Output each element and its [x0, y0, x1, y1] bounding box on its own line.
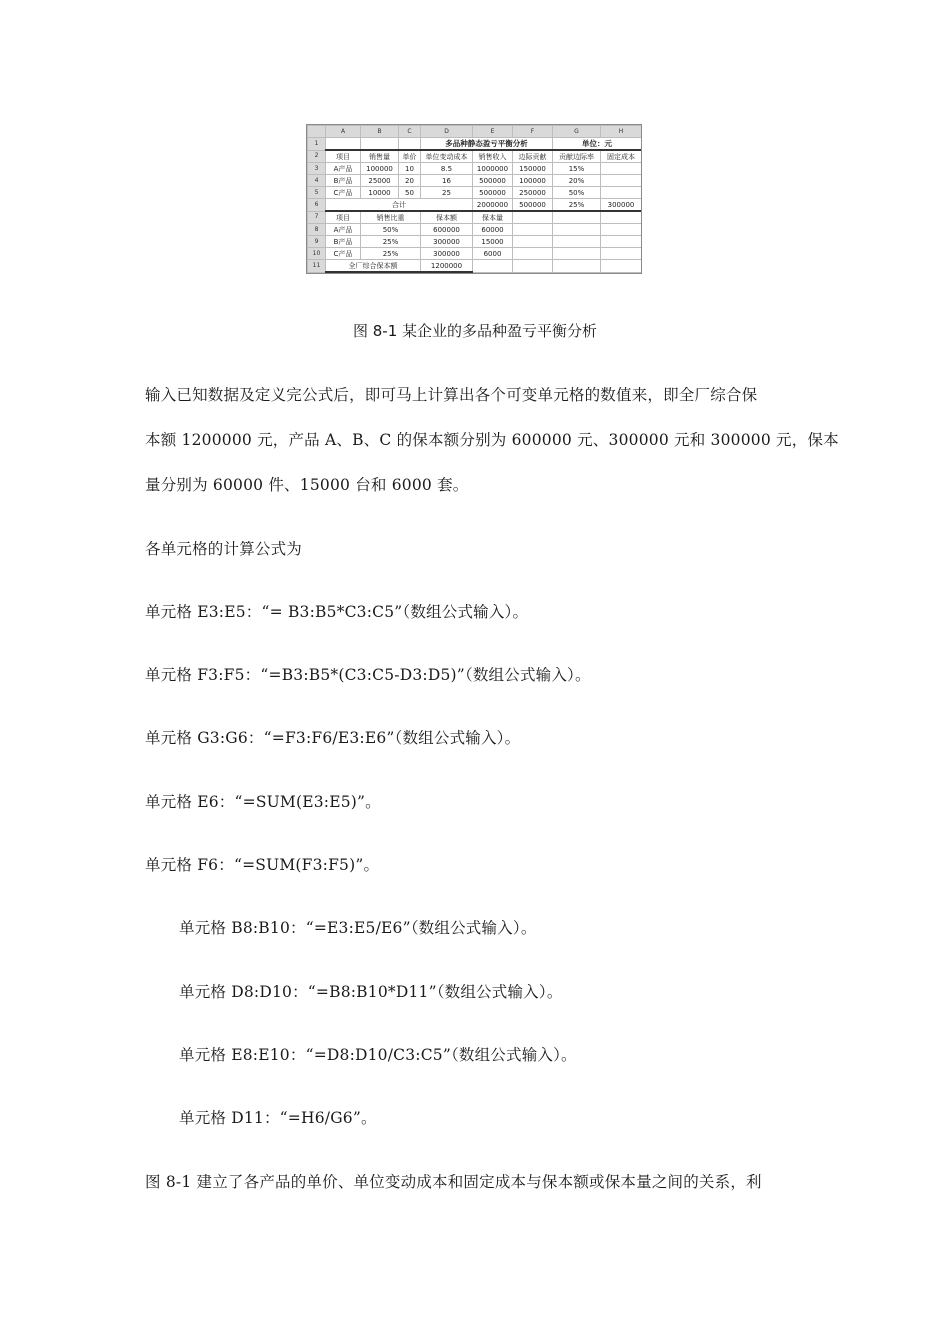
cell — [361, 138, 399, 151]
header-cell: 项目 — [326, 211, 361, 224]
header-cell: 保本量 — [473, 211, 513, 224]
cell — [601, 248, 642, 260]
final-label: 全厂综合保本额 — [326, 260, 421, 273]
sheet-row — [308, 138, 642, 151]
row-header: 7 — [308, 211, 326, 224]
cell: A产品 — [326, 163, 361, 175]
sheet-row — [308, 224, 642, 236]
cell: 10 — [399, 163, 421, 175]
header-cell: 单价 — [399, 150, 421, 163]
cell: 500000 — [473, 175, 513, 187]
cell — [601, 175, 642, 187]
cell: 6000 — [473, 248, 513, 260]
row-header: 1 — [308, 138, 326, 151]
sheet-row — [308, 187, 642, 199]
cell — [601, 163, 642, 175]
sheet-row — [308, 150, 642, 163]
formula-line: 单元格 D8:D10：“=B8:B10*D11”（数组公式输入）。 — [179, 983, 563, 1001]
corner-cell — [308, 126, 326, 138]
row-header: 3 — [308, 163, 326, 175]
cell — [326, 138, 361, 151]
cell: B产品 — [326, 175, 361, 187]
cell: C产品 — [326, 248, 361, 260]
paragraph-line: 量分别为 60000 件、15000 台和 6000 套。 — [145, 476, 469, 494]
header-cell: 保本额 — [421, 211, 473, 224]
column-header: E — [473, 126, 513, 138]
cell — [601, 260, 642, 273]
cell: 60000 — [473, 224, 513, 236]
row-header: 2 — [308, 150, 326, 163]
cell: 25 — [421, 187, 473, 199]
cell: 150000 — [513, 163, 553, 175]
sheet-title: 多品种静态盈亏平衡分析 — [421, 138, 553, 151]
column-header: G — [553, 126, 601, 138]
cell: 50% — [553, 187, 601, 199]
cell — [553, 248, 601, 260]
cell — [513, 260, 553, 273]
cell — [513, 248, 553, 260]
cell: 25% — [361, 236, 421, 248]
cell — [513, 224, 553, 236]
cell — [553, 236, 601, 248]
sheet-row — [308, 199, 642, 212]
header-cell: 边际贡献 — [513, 150, 553, 163]
cell: 25000 — [361, 175, 399, 187]
column-header: B — [361, 126, 399, 138]
cell: 50% — [361, 224, 421, 236]
cell: 50 — [399, 187, 421, 199]
cell — [553, 224, 601, 236]
formula-line: 单元格 G3:G6：“=F3:F6/E3:E6”（数组公式输入）。 — [145, 729, 521, 747]
paragraph-line: 各单元格的计算公式为 — [145, 540, 303, 558]
column-header: C — [399, 126, 421, 138]
cell: 500000 — [513, 199, 553, 212]
header-cell: 固定成本 — [601, 150, 642, 163]
row-header: 9 — [308, 236, 326, 248]
cell — [513, 211, 553, 224]
cell — [601, 236, 642, 248]
sheet-unit: 单位：元 — [553, 138, 642, 151]
formula-line: 单元格 F6：“=SUM(F3:F5)”。 — [145, 856, 380, 874]
cell: 300000 — [421, 248, 473, 260]
spreadsheet-image — [306, 124, 642, 274]
sheet-row — [308, 248, 642, 260]
cell — [553, 211, 601, 224]
formula-line: 单元格 F3:F5：“=B3:B5*(C3:C5-D3:D5)”（数组公式输入）。 — [145, 666, 591, 684]
cell: 600000 — [421, 224, 473, 236]
cell — [553, 260, 601, 273]
cell: 1200000 — [421, 260, 473, 273]
sheet-row — [308, 260, 642, 273]
header-cell: 销售量 — [361, 150, 399, 163]
cell: 100000 — [361, 163, 399, 175]
formula-line: 单元格 B8:B10：“=E3:E5/E6”（数组公式输入）。 — [179, 919, 537, 937]
header-cell: 销售比重 — [361, 211, 421, 224]
cell: 300000 — [601, 199, 642, 212]
cell: 25% — [361, 248, 421, 260]
formula-line: 单元格 D11：“=H6/G6”。 — [179, 1109, 377, 1127]
header-cell: 销售收入 — [473, 150, 513, 163]
cell: 15000 — [473, 236, 513, 248]
sheet-row — [308, 175, 642, 187]
row-header: 4 — [308, 175, 326, 187]
column-header-row — [308, 126, 642, 138]
row-header: 5 — [308, 187, 326, 199]
header-cell: 项目 — [326, 150, 361, 163]
cell: 100000 — [513, 175, 553, 187]
cell: 20% — [553, 175, 601, 187]
cell: 8.5 — [421, 163, 473, 175]
row-header: 10 — [308, 248, 326, 260]
row-header: 11 — [308, 260, 326, 273]
cell: 1000000 — [473, 163, 513, 175]
paragraph-line: 本额 1200000 元，产品 A、B、C 的保本额分别为 600000 元、300000 元和 300000 元，保本 — [145, 431, 839, 449]
cell: 2000000 — [473, 199, 513, 212]
cell: 10000 — [361, 187, 399, 199]
cell: 25% — [553, 199, 601, 212]
cell: 15% — [553, 163, 601, 175]
cell: B产品 — [326, 236, 361, 248]
sheet-row — [308, 236, 642, 248]
sheet-row — [308, 211, 642, 224]
cell — [473, 260, 513, 273]
cell: 16 — [421, 175, 473, 187]
cell — [513, 236, 553, 248]
row-header: 8 — [308, 224, 326, 236]
sheet-row — [308, 163, 642, 175]
column-header: F — [513, 126, 553, 138]
paragraph-line: 图 8-1 建立了各产品的单价、单位变动成本和固定成本与保本额或保本量之间的关系，利 — [145, 1173, 762, 1191]
cell: 500000 — [473, 187, 513, 199]
cell: A产品 — [326, 224, 361, 236]
figure-caption: 图 8-1 某企业的多品种盈亏平衡分析 — [352, 322, 598, 340]
paragraph-line: 输入已知数据及定义完公式后，即可马上计算出各个可变单元格的数值来，即全厂综合保 — [145, 386, 758, 404]
cell: 300000 — [421, 236, 473, 248]
header-cell: 单位变动成本 — [421, 150, 473, 163]
formula-line: 单元格 E8:E10：“=D8:D10/C3:C5”（数组公式输入）。 — [179, 1046, 577, 1064]
cell — [601, 224, 642, 236]
cell — [601, 187, 642, 199]
column-header: D — [421, 126, 473, 138]
row-header: 6 — [308, 199, 326, 212]
total-label: 合计 — [326, 199, 473, 212]
header-cell: 贡献边际率 — [553, 150, 601, 163]
formula-line: 单元格 E3:E5：“= B3:B5*C3:C5”（数组公式输入）。 — [145, 603, 529, 621]
cell: 250000 — [513, 187, 553, 199]
cell: C产品 — [326, 187, 361, 199]
spreadsheet-table — [307, 125, 642, 273]
cell — [399, 138, 421, 151]
column-header: H — [601, 126, 642, 138]
formula-line: 单元格 E6：“=SUM(E3:E5)”。 — [145, 793, 381, 811]
cell: 20 — [399, 175, 421, 187]
cell — [601, 211, 642, 224]
column-header: A — [326, 126, 361, 138]
